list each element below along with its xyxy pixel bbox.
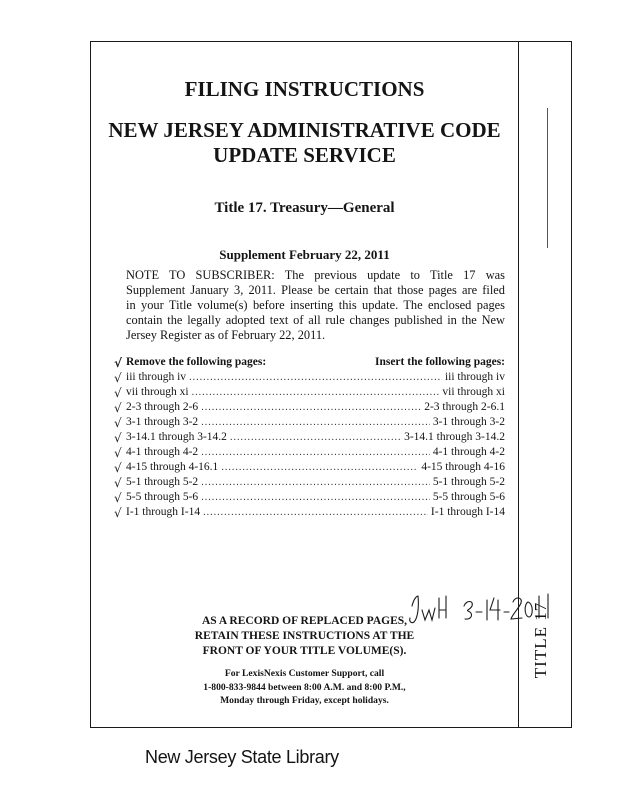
list-item	[114, 416, 505, 431]
check-mark-icon: √	[114, 506, 122, 520]
record-instructions	[90, 614, 519, 659]
heading-code-name: NEW JERSEY ADMINISTRATIVE CODE	[108, 118, 501, 142]
leader-dots	[230, 432, 401, 443]
support-line: Monday through Friday, except holidays.	[220, 695, 389, 706]
support-line: For LexisNexis Customer Support, call	[224, 668, 385, 679]
page-list-header	[114, 356, 505, 370]
remove-pages: 5-1 through 5-2	[126, 476, 199, 488]
list-item	[114, 491, 505, 506]
list-item	[114, 371, 505, 386]
list-item	[114, 401, 505, 416]
list-item	[114, 386, 505, 401]
check-mark-icon: √	[114, 446, 122, 460]
note-line: Jersey Register as of February 22, 2011.	[126, 328, 326, 342]
list-item	[114, 446, 505, 461]
note-line: NOTE TO SUBSCRIBER: The previous update to Title 17 was	[126, 268, 505, 282]
note-line: in your Title volume(s) before inserting this update. The enclosed pages	[126, 298, 505, 312]
insert-pages: 4-1 through 4-2	[432, 446, 505, 458]
remove-pages: 3-14.1 through 3-14.2	[126, 431, 227, 443]
list-item	[114, 431, 505, 446]
remove-pages: 2-3 through 2-6	[126, 401, 199, 413]
check-mark-icon: √	[114, 461, 122, 475]
check-mark-icon: √	[114, 416, 122, 430]
insert-pages: 3-14.1 through 3-14.2	[404, 431, 505, 443]
check-mark-icon: √	[114, 476, 122, 490]
leader-dots	[201, 492, 430, 503]
leader-dots	[201, 477, 430, 488]
support-line: 1-800-833-9844 between 8:00 A.M. and 8:00 P.M.,	[203, 681, 406, 693]
list-item	[114, 476, 505, 491]
remove-pages: vii through xi	[126, 386, 189, 398]
insert-heading: Insert the following pages:	[374, 356, 505, 368]
leader-dots	[201, 417, 430, 428]
remove-pages: I-1 through I-14	[126, 506, 201, 518]
insert-pages: iii through iv	[444, 371, 505, 383]
insert-pages: 5-1 through 5-2	[432, 476, 505, 488]
check-mark-icon: √	[114, 371, 122, 385]
remove-pages: 5-5 through 5-6	[126, 491, 199, 503]
leader-dots	[201, 447, 430, 458]
check-mark-icon: √	[114, 431, 122, 445]
insert-pages: vii through xi	[442, 386, 505, 398]
insert-pages: 4-15 through 4-16	[421, 461, 505, 473]
remove-pages: 3-1 through 3-2	[126, 416, 199, 428]
check-mark-icon: √	[114, 386, 122, 400]
insert-pages: 2-3 through 2-6.1	[424, 401, 505, 413]
tab-rule	[547, 108, 548, 248]
customer-support	[90, 667, 519, 708]
check-mark-icon: √	[114, 356, 123, 370]
heading-filing-instructions: FILING INSTRUCTIONS	[184, 77, 425, 101]
leader-dots	[192, 387, 440, 398]
supplement-date: Supplement February 22, 2011	[219, 247, 390, 262]
library-footer: New Jersey State Library	[145, 747, 339, 767]
list-item	[114, 506, 505, 521]
remove-heading: Remove the following pages:	[126, 356, 267, 368]
page-list	[114, 371, 505, 521]
note-line: contain the legally adopted text of all rule changes published in the New	[126, 313, 505, 327]
remove-pages: 4-15 through 4-16.1	[126, 461, 219, 473]
check-mark-icon: √	[114, 491, 122, 505]
leader-dots	[201, 402, 421, 413]
insert-pages: I-1 through I-14	[430, 506, 505, 518]
subscriber-note	[126, 268, 505, 343]
record-line: RETAIN THESE INSTRUCTIONS AT THE	[194, 630, 415, 642]
leader-dots	[221, 462, 418, 473]
tab-label-text: TITLE 17	[531, 601, 550, 679]
title-name: Title 17. Treasury—General	[214, 200, 395, 216]
record-line: AS A RECORD OF REPLACED PAGES,	[201, 615, 408, 627]
remove-pages: iii through iv	[126, 371, 187, 383]
insert-pages: 5-5 through 5-6	[432, 491, 505, 503]
note-line: Supplement January 3, 2011. Please be certain that those pages are filed	[126, 283, 505, 297]
leader-dots	[203, 507, 428, 518]
insert-pages: 3-1 through 3-2	[432, 416, 505, 428]
list-item	[114, 461, 505, 476]
remove-pages: 4-1 through 4-2	[126, 446, 199, 458]
record-line: FRONT OF YOUR TITLE VOLUME(S).	[202, 645, 407, 657]
leader-dots	[189, 372, 442, 383]
heading-update-service: UPDATE SERVICE	[213, 143, 396, 167]
check-mark-icon: √	[114, 401, 122, 415]
